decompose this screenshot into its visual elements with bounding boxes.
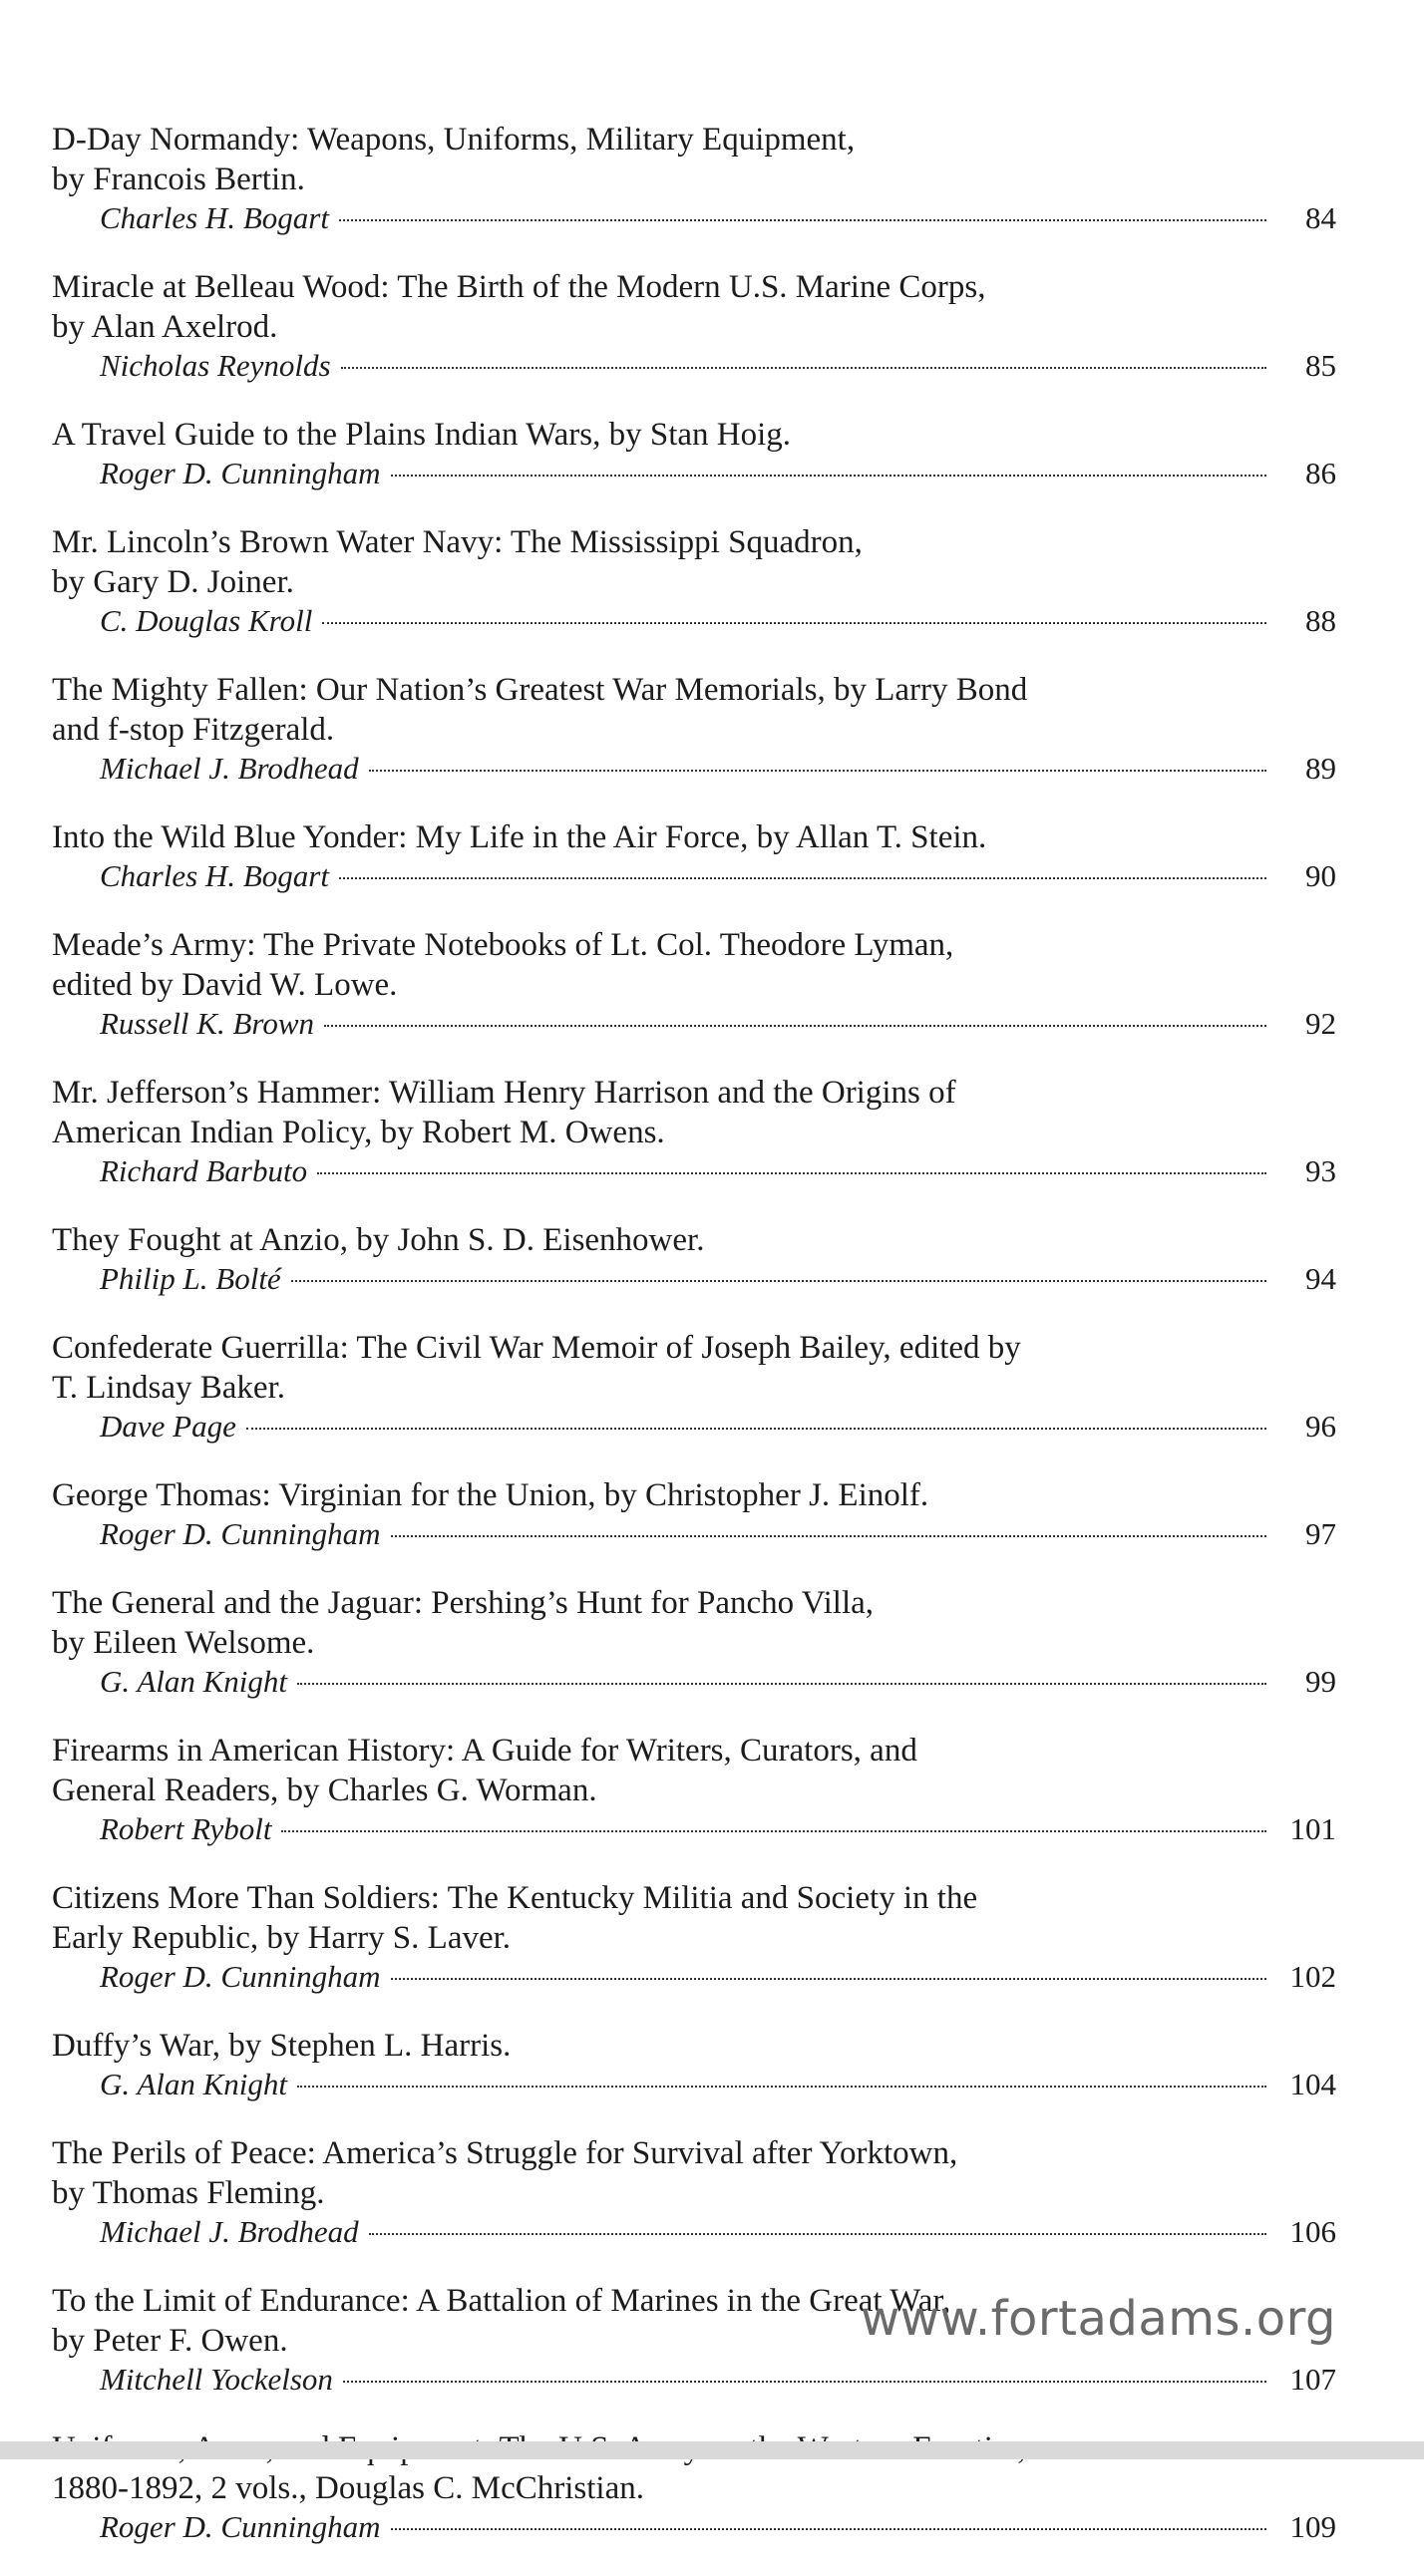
book-title-line: Confederate Guerrilla: The Civil War Memoir of Joseph Bailey, edited by <box>52 1330 1021 1366</box>
reviewer-line <box>52 602 1336 640</box>
page-number: 94 <box>1305 1261 1336 1296</box>
review-entry <box>52 1731 1336 1848</box>
page-number: 101 <box>1289 1811 1336 1846</box>
review-listing <box>52 120 1336 2576</box>
page-number: 104 <box>1289 2067 1336 2101</box>
reviewer-line <box>52 750 1336 788</box>
book-title-line: edited by David W. Lowe. <box>52 967 398 1003</box>
page-number: 99 <box>1305 1664 1336 1699</box>
book-title-line: T. Lindsay Baker. <box>52 1370 285 1406</box>
page-number: 84 <box>1305 200 1336 235</box>
page-number: 85 <box>1305 348 1336 383</box>
dot-leader <box>391 2528 1266 2530</box>
book-title-line: George Thomas: Virginian for the Union, by Christopher J. Einolf. <box>52 1477 929 1513</box>
dot-leader <box>291 1280 1266 1282</box>
page-number: 109 <box>1289 2509 1336 2544</box>
review-entry <box>52 1475 1336 1553</box>
reviewer-name: Roger D. Cunningham <box>100 1516 381 1551</box>
reviewer-name: G. Alan Knight <box>100 2067 288 2101</box>
dot-leader <box>324 1025 1266 1027</box>
reviewer-name: Nicholas Reynolds <box>100 348 331 383</box>
page-number: 102 <box>1289 1959 1336 1994</box>
review-entry <box>52 2133 1336 2251</box>
dot-leader <box>281 1830 1266 1832</box>
book-title-line: Into the Wild Blue Yonder: My Life in the Air Force, by Allan T. Stein. <box>52 819 987 855</box>
book-title-line: 1880-1892, 2 vols., Douglas C. McChristian. <box>52 2470 644 2506</box>
reviewer-line <box>52 347 1336 385</box>
reviewer-name: Charles H. Bogart <box>100 200 329 235</box>
reviewer-name: Michael J. Brodhead <box>100 751 359 786</box>
reviewer-line <box>52 2508 1336 2546</box>
review-entry <box>52 522 1336 640</box>
page-number: 97 <box>1305 1516 1336 1551</box>
dot-leader <box>339 219 1266 221</box>
book-title-line: To the Limit of Endurance: A Battalion of Marines in the Great War, <box>52 2283 951 2319</box>
book-title-line: Early Republic, by Harry S. Laver. <box>52 1920 512 1956</box>
dot-leader <box>391 475 1266 477</box>
reviewer-line <box>52 1152 1336 1190</box>
reviewer-line <box>52 1515 1336 1553</box>
page-number: 93 <box>1305 1153 1336 1188</box>
book-title-line: Mr. Jefferson’s Hammer: William Henry Harrison and the Origins of <box>52 1075 956 1111</box>
review-entry <box>52 1878 1336 1996</box>
review-entry <box>52 415 1336 492</box>
reviewer-name: C. Douglas Kroll <box>100 603 313 638</box>
book-title-line: Miracle at Belleau Wood: The Birth of the Modern U.S. Marine Corps, <box>52 269 986 305</box>
book-title-line: by Eileen Welsome. <box>52 1625 315 1661</box>
dot-leader <box>317 1172 1266 1174</box>
book-title-line: D-Day Normandy: Weapons, Uniforms, Military Equipment, <box>52 122 856 158</box>
reviewer-name: Mitchell Yockelson <box>100 2362 333 2397</box>
dot-leader <box>391 1978 1266 1980</box>
book-title-line: A Travel Guide to the Plains Indian Wars, by Stan Hoig. <box>52 417 792 453</box>
page-number: 107 <box>1289 2362 1336 2397</box>
review-entry <box>52 1328 1336 1446</box>
book-title-line: The General and the Jaguar: Pershing’s Hunt for Pancho Villa, <box>52 1585 875 1621</box>
reviewer-line <box>52 2213 1336 2251</box>
page-number: 106 <box>1289 2214 1336 2249</box>
dot-leader <box>341 367 1266 369</box>
book-title-line: General Readers, by Charles G. Worman. <box>52 1772 597 1808</box>
review-entry <box>52 1583 1336 1701</box>
review-entry <box>52 2026 1336 2103</box>
page-number: 88 <box>1305 603 1336 638</box>
review-entry <box>52 267 1336 385</box>
reviewer-name: Richard Barbuto <box>100 1153 308 1188</box>
dot-leader <box>391 1535 1266 1537</box>
book-title-line: American Indian Policy, by Robert M. Owens. <box>52 1115 665 1150</box>
dot-leader <box>322 622 1266 624</box>
book-title-line: Citizens More Than Soldiers: The Kentucky Militia and Society in the <box>52 1880 978 1916</box>
review-entry <box>52 1220 1336 1298</box>
page-number: 89 <box>1305 751 1336 786</box>
review-entry <box>52 1073 1336 1190</box>
reviewer-name: Philip L. Bolté <box>100 1261 281 1296</box>
reviewer-line <box>52 1663 1336 1701</box>
book-title-line: They Fought at Anzio, by John S. D. Eisenhower. <box>52 1222 705 1258</box>
page-number: 96 <box>1305 1409 1336 1444</box>
scan-bottom-edge <box>0 2441 1424 2459</box>
reviewer-name: Roger D. Cunningham <box>100 2509 381 2544</box>
reviewer-line <box>52 455 1336 492</box>
watermark-text: www.fortadams.org <box>861 2291 1336 2347</box>
page-number: 92 <box>1305 1006 1336 1041</box>
reviewer-line <box>52 2361 1336 2399</box>
book-title-line: by Thomas Fleming. <box>52 2175 325 2211</box>
book-title-line: Mr. Lincoln’s Brown Water Navy: The Mississippi Squadron, <box>52 524 863 560</box>
book-title-line: by Alan Axelrod. <box>52 309 278 345</box>
reviewer-name: Robert Rybolt <box>100 1811 272 1846</box>
dot-leader <box>246 1428 1266 1430</box>
book-title-line: Duffy’s War, by Stephen L. Harris. <box>52 2028 512 2064</box>
reviewer-line <box>52 1810 1336 1848</box>
review-entry <box>52 120 1336 237</box>
reviewer-name: Charles H. Bogart <box>100 858 329 893</box>
reviewer-name: Russell K. Brown <box>100 1006 315 1041</box>
page-number: 90 <box>1305 858 1336 893</box>
dot-leader <box>369 2233 1266 2235</box>
reviewer-line <box>52 1260 1336 1298</box>
book-title-line: and f-stop Fitzgerald. <box>52 712 335 748</box>
book-title-line: Meade’s Army: The Private Notebooks of Lt. Col. Theodore Lyman, <box>52 927 954 963</box>
reviewer-line <box>52 1005 1336 1043</box>
dot-leader <box>297 1683 1266 1685</box>
reviewer-line <box>52 857 1336 895</box>
dot-leader <box>369 770 1266 772</box>
reviewer-name: G. Alan Knight <box>100 1664 288 1699</box>
reviewer-name: Michael J. Brodhead <box>100 2214 359 2249</box>
book-title-line: by Francois Bertin. <box>52 161 305 197</box>
reviewer-name: Roger D. Cunningham <box>100 1959 381 1994</box>
reviewer-line <box>52 1408 1336 1446</box>
book-title-line: by Peter F. Owen. <box>52 2323 288 2359</box>
review-entry <box>52 925 1336 1043</box>
reviewer-name: Roger D. Cunningham <box>100 456 381 490</box>
review-entry <box>52 817 1336 895</box>
book-title-line: Firearms in American History: A Guide for Writers, Curators, and <box>52 1733 917 1769</box>
page-number: 86 <box>1305 456 1336 490</box>
review-entry <box>52 670 1336 788</box>
reviewer-line <box>52 2066 1336 2103</box>
reviewer-line <box>52 1958 1336 1996</box>
dot-leader <box>339 877 1266 879</box>
dot-leader <box>297 2086 1266 2088</box>
book-title-line: The Mighty Fallen: Our Nation’s Greatest War Memorials, by Larry Bond <box>52 672 1028 708</box>
book-title-line: The Perils of Peace: America’s Struggle for Survival after Yorktown, <box>52 2135 958 2171</box>
reviewer-line <box>52 199 1336 237</box>
dot-leader <box>343 2381 1266 2383</box>
reviewer-name: Dave Page <box>100 1409 236 1444</box>
book-title-line: by Gary D. Joiner. <box>52 564 294 600</box>
